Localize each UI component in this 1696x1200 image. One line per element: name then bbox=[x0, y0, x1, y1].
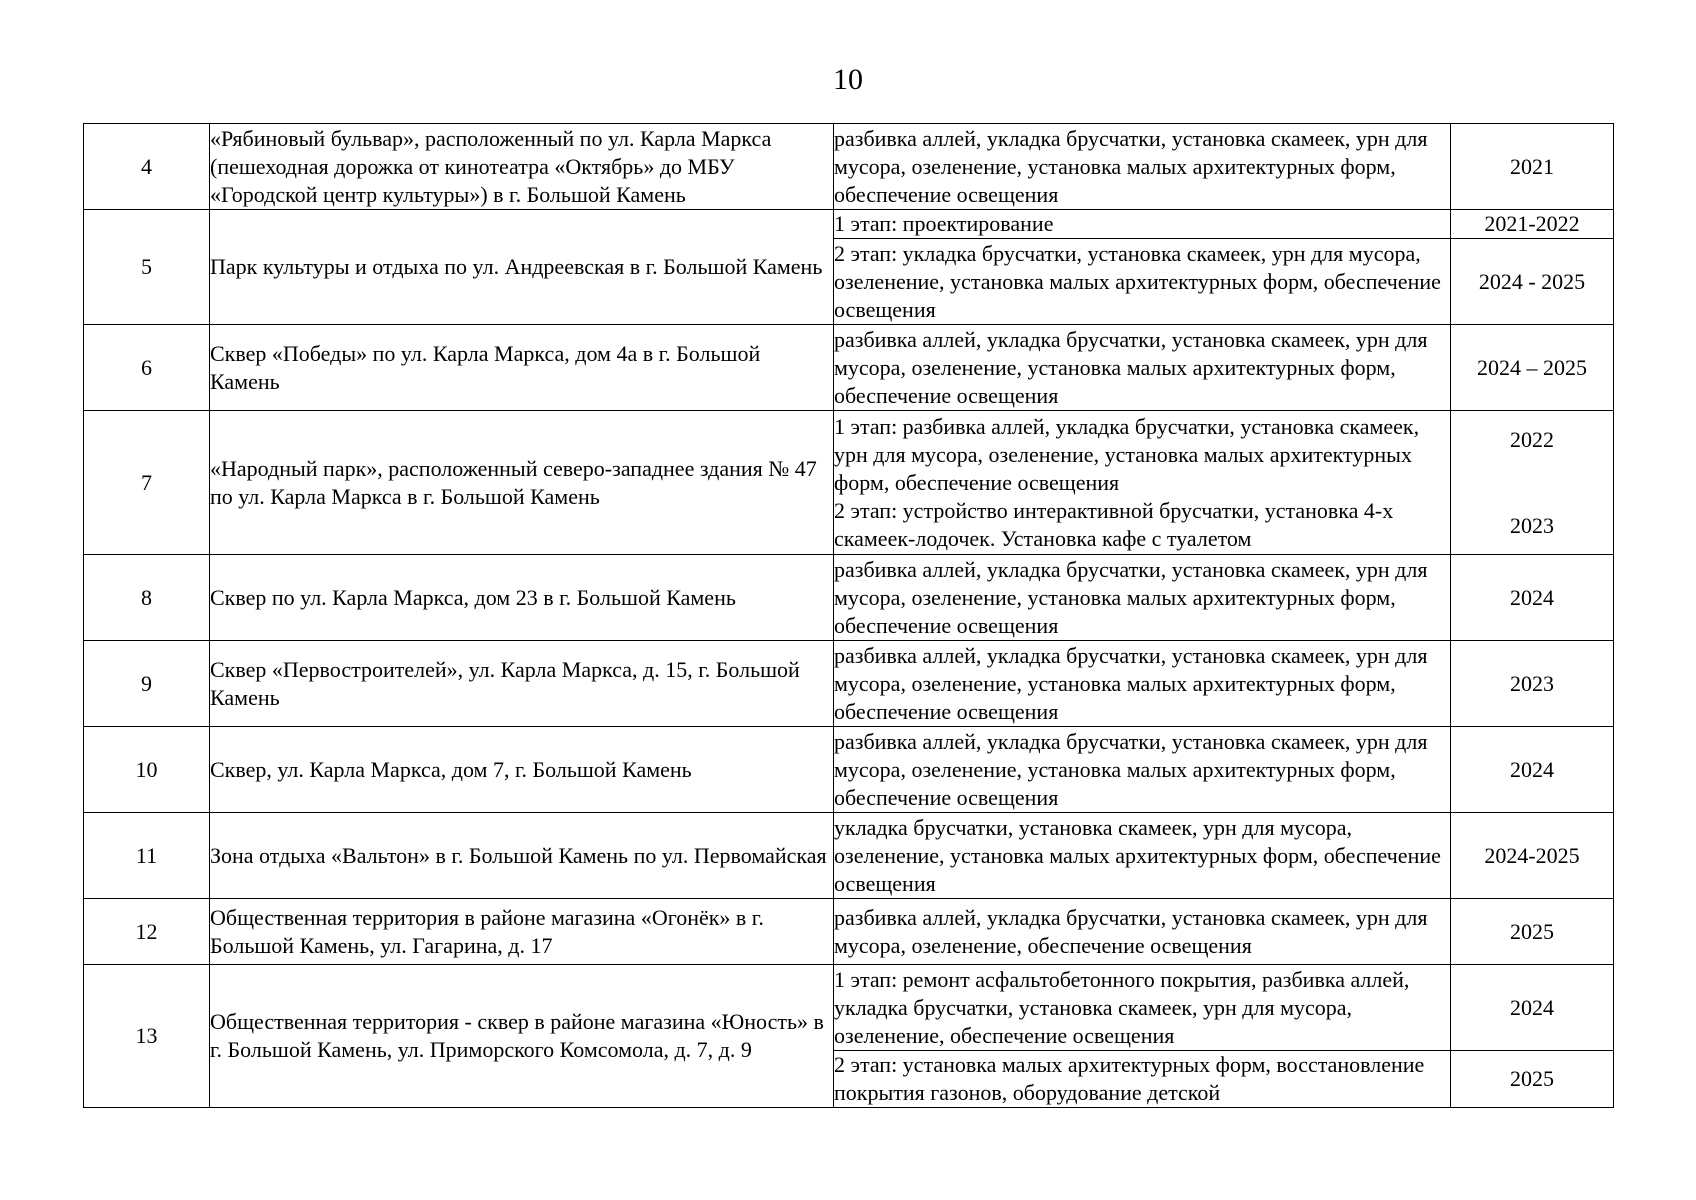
table-row bbox=[84, 411, 1614, 555]
territory-name: Сквер по ул. Карла Маркса, дом 23 в г. Большой Камень bbox=[210, 555, 834, 641]
completion-year: 2024-2025 bbox=[1451, 813, 1614, 899]
table-row bbox=[84, 210, 1614, 239]
completion-year: 2024 bbox=[1451, 727, 1614, 813]
territory-name: Общественная территория в районе магазина «Огонёк» в г. Большой Камень, ул. Гагарина, д. 17 bbox=[210, 899, 834, 965]
completion-year: 2025 bbox=[1451, 1051, 1614, 1108]
territory-name: «Народный парк», расположенный северо-западнее здания № 47 по ул. Карла Маркса в г. Большой Камень bbox=[210, 411, 834, 555]
stage-1-text: 1 этап: разбивка аллей, укладка брусчатки, установка скамеек, урн для мусора, озеленение, установка малых архитектурных форм, обеспечение освещения bbox=[834, 413, 1420, 495]
completion-year: 2024 - 2025 bbox=[1451, 239, 1614, 325]
completion-year bbox=[1451, 411, 1614, 555]
work-description: разбивка аллей, укладка брусчатки, установка скамеек, урн для мусора, озеленение, установка малых архитектурных форм, обеспечение освещения bbox=[834, 124, 1451, 210]
table-row bbox=[84, 325, 1614, 411]
stage-1-year: 2022 bbox=[1510, 426, 1554, 452]
row-number: 6 bbox=[84, 325, 210, 411]
work-description: разбивка аллей, укладка брусчатки, установка скамеек, урн для мусора, озеленение, установка малых архитектурных форм, обеспечение освещения bbox=[834, 641, 1451, 727]
row-number: 10 bbox=[84, 727, 210, 813]
work-description: 2 этап: установка малых архитектурных форм, восстановление покрытия газонов, оборудование детской bbox=[834, 1051, 1451, 1108]
row-number: 7 bbox=[84, 411, 210, 555]
row-number: 5 bbox=[84, 210, 210, 325]
table-row bbox=[84, 555, 1614, 641]
table-row bbox=[84, 965, 1614, 1051]
completion-year: 2024 bbox=[1451, 965, 1614, 1051]
work-description: разбивка аллей, укладка брусчатки, установка скамеек, урн для мусора, озеленение, установка малых архитектурных форм, обеспечение освещения bbox=[834, 325, 1451, 411]
table-row bbox=[84, 813, 1614, 899]
page-number: 10 bbox=[833, 63, 863, 96]
work-description bbox=[834, 411, 1451, 555]
territory-name: Сквер «Первостроителей», ул. Карла Маркса, д. 15, г. Большой Камень bbox=[210, 641, 834, 727]
row-number: 9 bbox=[84, 641, 210, 727]
work-description: разбивка аллей, укладка брусчатки, установка скамеек, урн для мусора, озеленение, установка малых архитектурных форм, обеспечение освещения bbox=[834, 727, 1451, 813]
territory-name: «Рябиновый бульвар», расположенный по ул. Карла Маркса (пешеходная дорожка от кинотеатра «Октябрь» до МБУ «Городской центр культуры») в г. Большой Камень bbox=[210, 124, 834, 210]
row-number: 12 bbox=[84, 899, 210, 965]
work-description: укладка брусчатки, установка скамеек, урн для мусора, озеленение, установка малых архитектурных форм, обеспечение освещения bbox=[834, 813, 1451, 899]
completion-year: 2023 bbox=[1451, 641, 1614, 727]
stage-2-text: 2 этап: устройство интерактивной брусчатки, установка 4-х скамеек-лодочек. Установка кафе с туалетом bbox=[834, 497, 1394, 551]
territory-name: Общественная территория - сквер в районе магазина «Юность» в г. Большой Камень, ул. Приморского Комсомола, д. 7, д. 9 bbox=[210, 965, 834, 1108]
territory-name: Парк культуры и отдыха по ул. Андреевская в г. Большой Камень bbox=[210, 210, 834, 325]
work-description: разбивка аллей, укладка брусчатки, установка скамеек, урн для мусора, озеленение, установка малых архитектурных форм, обеспечение освещения bbox=[834, 555, 1451, 641]
row-number: 4 bbox=[84, 124, 210, 210]
table-row bbox=[84, 899, 1614, 965]
completion-year: 2021 bbox=[1451, 124, 1614, 210]
table-row bbox=[84, 124, 1614, 210]
work-description: разбивка аллей, укладка брусчатки, установка скамеек, урн для мусора, озеленение, обеспечение освещения bbox=[834, 899, 1451, 965]
completion-year: 2024 – 2025 bbox=[1451, 325, 1614, 411]
territory-name: Зона отдыха «Вальтон» в г. Большой Камень по ул. Первомайская bbox=[210, 813, 834, 899]
row-number: 8 bbox=[84, 555, 210, 641]
table-row bbox=[84, 641, 1614, 727]
territory-name: Сквер «Победы» по ул. Карла Маркса, дом 4а в г. Большой Камень bbox=[210, 325, 834, 411]
work-description: 2 этап: укладка брусчатки, установка скамеек, урн для мусора, озеленение, установка малых архитектурных форм, обеспечение освещения bbox=[834, 239, 1451, 325]
completion-year: 2024 bbox=[1451, 555, 1614, 641]
territory-name: Сквер, ул. Карла Маркса, дом 7, г. Большой Камень bbox=[210, 727, 834, 813]
completion-year: 2021-2022 bbox=[1451, 210, 1614, 239]
row-number: 13 bbox=[84, 965, 210, 1108]
work-description: 1 этап: ремонт асфальтобетонного покрытия, разбивка аллей, укладка брусчатки, установка скамеек, урн для мусора, озеленение, обеспечение освещения bbox=[834, 965, 1451, 1051]
table-row bbox=[84, 727, 1614, 813]
work-description: 1 этап: проектирование bbox=[834, 210, 1451, 239]
improvement-table bbox=[83, 123, 1614, 1108]
completion-year: 2025 bbox=[1451, 899, 1614, 965]
stage-2-year: 2023 bbox=[1510, 512, 1554, 538]
row-number: 11 bbox=[84, 813, 210, 899]
